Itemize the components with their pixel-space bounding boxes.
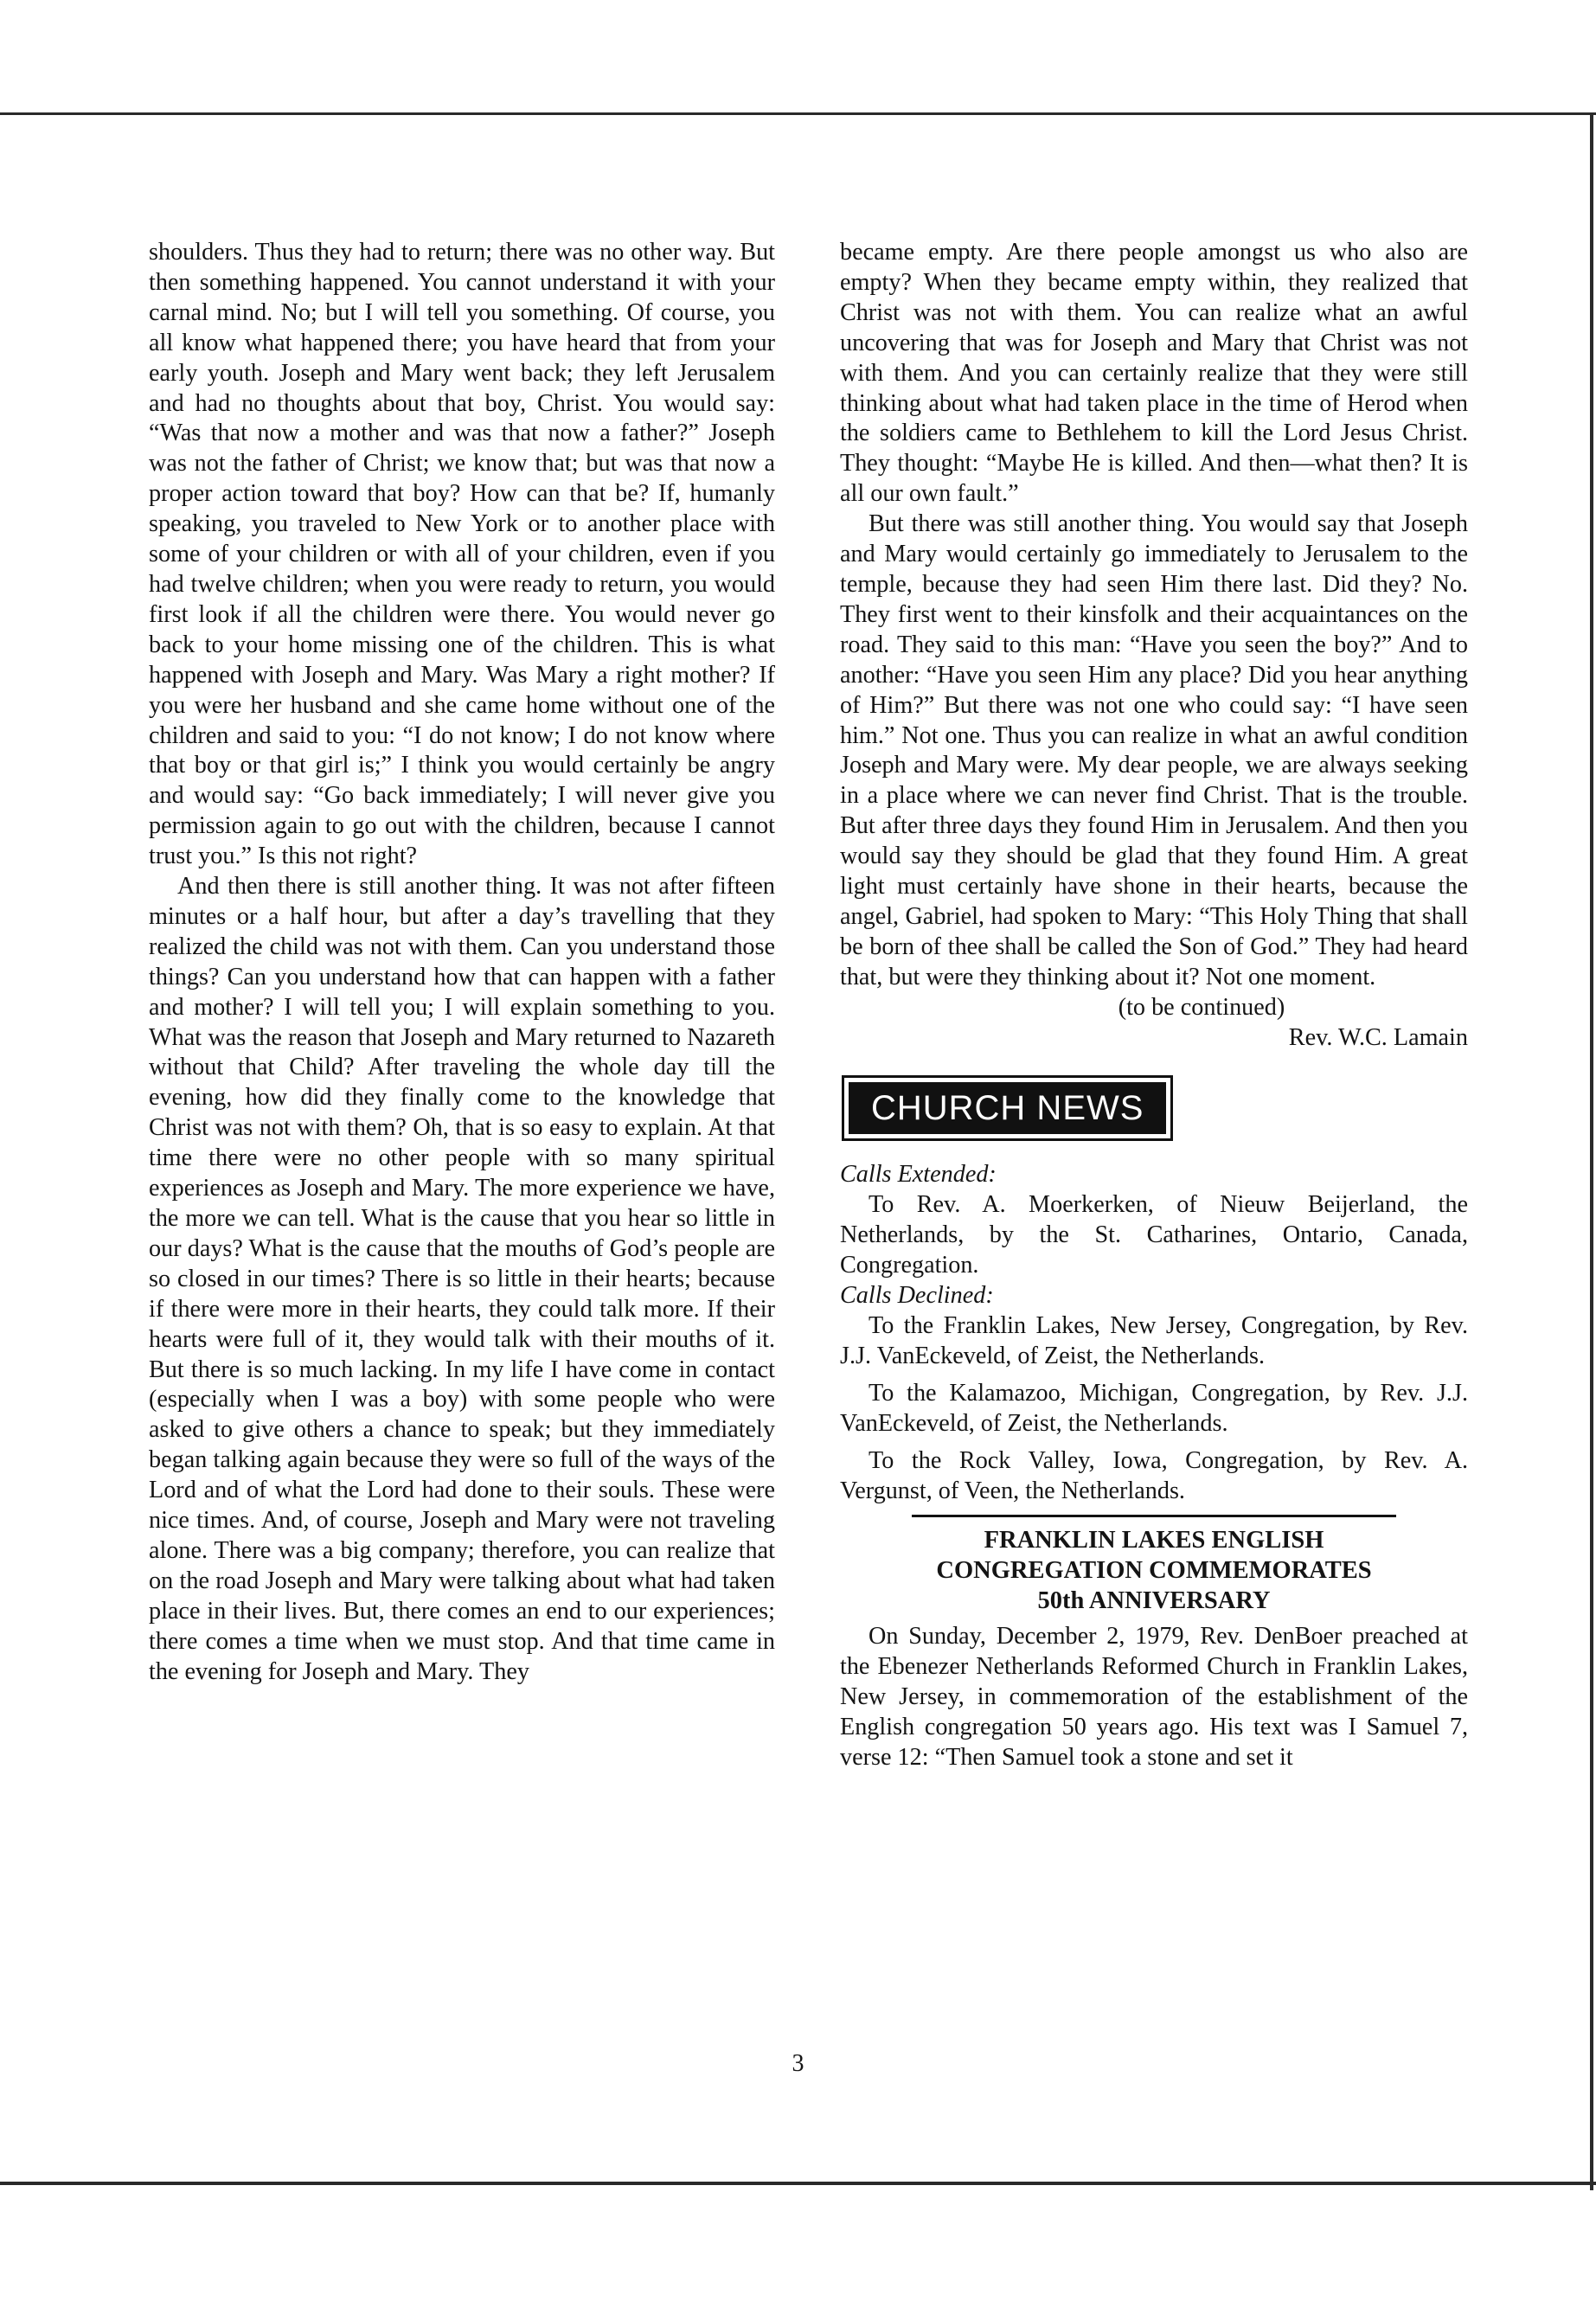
- calls-declined-item: To the Kalamazoo, Michigan, Congregation, by Rev. J.J. VanEckeveld, of Zeist, the Netherlands.: [840, 1379, 1468, 1437]
- article-body: On Sunday, December 2, 1979, Rev. DenBoer preached at the Ebenezer Netherlands Reformed Church in Franklin Lakes, New Jersey, in commemoration of the establishment of the English congregation 50 years ago. His text was I Samuel 7, verse 12: “Then Samuel took a stone and set it: [840, 1623, 1468, 1771]
- calls-declined-label: Calls Declined:: [840, 1282, 994, 1310]
- right-column: [840, 238, 1468, 1773]
- sermon-paragraph: But there was still another thing. You would say that Joseph and Mary would certainly go immediately to Jerusalem to the temple, because they had seen Him there last. Did they? No. They first went to their kinsfolk and their acquaintances on the road. They said to this man: “Have you seen the boy?” And to another: “Have you seen Him any place? Did you hear anything of Him?” But there was not one who could say: “I have seen him.” Not one. Thus you can realize in what an awful condition Joseph and Mary were. My dear people, we are always seeking in a place where we can never find Christ. That is the trouble. But after three days they found Him in Jerusalem. And then you would say they should be glad that they found Him. A great light must certainly have shone in their hearts, because the angel, Gabriel, had spoken to Mary: “This Holy Thing that shall be born of thee shall be called the Son of God.” They had heard that, but were they thinking about it? Not one moment.: [840, 510, 1468, 990]
- article-headline: 50th ANNIVERSARY: [1037, 1587, 1271, 1615]
- article-headline: FRANKLIN LAKES ENGLISH: [984, 1527, 1324, 1554]
- sermon-paragraph: became empty. Are there people amongst us who also are empty? When they became empty within, they realized that Christ was not with them. You can realize what an awful uncovering that was for Joseph and Mary that Christ was not with them. And you can certainly realize that they were still thinking about what had taken place in the time of Herod when the soldiers came to Bethlehem to kill the Lord Jesus Christ. They thought: “Maybe He is killed. And then—what then? It is all our own fault.”: [840, 239, 1468, 508]
- sermon-paragraph: And then there is still another thing. It was not after fifteen minutes or a half hour, but after a day’s travelling that they realized the child was not with them. Can you understand those things? Can you understand how that can happen with a father and mother? I will tell you; I will explain something to you. What was the reason that Joseph and Mary returned to Nazareth without that Child? After traveling the whole day till the evening, how did they finally come to the knowledge that Christ was not with them? Oh, that is so easy to explain. At that time there were no other people with so many spiritual experiences as Joseph and Mary. The more experience we have, the more we can tell. What is the cause that you hear so little in our days? What is the cause that the mouths of God’s people are so closed in our times? There is so little in their hearts; because if there were more in their hearts, they could talk more. If their hearts were full of it, they would talk with their mouths of it. But there is so much lacking. In my life I have come in contact (especially when I was a boy) with some people who were asked to give others a chance to speak; but they immediately began talking again because they were so full of the ways of the Lord and of what the Lord had done to their souls. These were nice times. And, of course, Joseph and Mary were not traveling alone. There was a big company; therefore, you can realize that on the road Joseph and Mary were talking about what had taken place in their lives. But, there comes an end to our experiences; there comes a time when we must stop. And that time came in the evening for Joseph and Mary. They: [149, 873, 775, 1685]
- church-news-section-header: [842, 1075, 1468, 1141]
- calls-extended-item: To Rev. A. Moerkerken, of Nieuw Beijerland, the Netherlands, by the St. Catharines, Ontario, Canada, Congregation.: [840, 1191, 1468, 1279]
- calls-declined-item: To the Franklin Lakes, New Jersey, Congregation, by Rev. J.J. VanEckeveld, of Zeist, the Netherlands.: [840, 1312, 1468, 1369]
- church-news-banner-frame: [842, 1075, 1173, 1141]
- calls-extended-label: Calls Extended:: [840, 1161, 997, 1189]
- to-be-continued-note: (to be continued): [1118, 993, 1285, 1021]
- author-signature: Rev. W.C. Lamain: [1288, 1023, 1468, 1051]
- sermon-paragraph: shoulders. Thus they had to return; there was no other way. But then something happened. You cannot understand it with your carnal mind. No; but I will tell you something. Of course, you all know what happened there; you have heard that from your early youth. Joseph and Mary went back; they left Jerusalem and had no thoughts about that boy, Christ. You would say: “Was that now a mother and was that now a father?” Joseph was not the father of Christ; we know that; but was that now a proper action toward that boy? How can that be? If, humanly speaking, you traveled to New York or to another place with some of your children or with all of your children, even if you had twelve children; when you were ready to return, you would first look if all the children were there. You would never go back to your home missing one of the children. This is what happened with Joseph and Mary. Was Mary a right mother? If you were her husband and she came home without one of the children and said to you: “I do not know; I do not know where that boy or that girl is;” I think you would certainly be angry and would say: “Go back immediately; I will never give you permission again to go out with the children, because I cannot trust you.” Is this not right?: [149, 239, 775, 870]
- page-number: 3: [792, 2050, 804, 2077]
- article-headline: CONGREGATION COMMEMORATES: [936, 1557, 1372, 1585]
- section-divider: [912, 1515, 1396, 1517]
- church-news-banner: CHURCH NEWS: [849, 1082, 1166, 1134]
- calls-declined-item: To the Rock Valley, Iowa, Congregation, by Rev. A. Vergunst, of Veen, the Netherlands.: [840, 1446, 1468, 1504]
- top-border-rule: [0, 112, 1596, 115]
- left-column: [149, 238, 775, 1688]
- bottom-border-rule: [0, 2182, 1596, 2185]
- right-border-rule: [1590, 112, 1593, 2190]
